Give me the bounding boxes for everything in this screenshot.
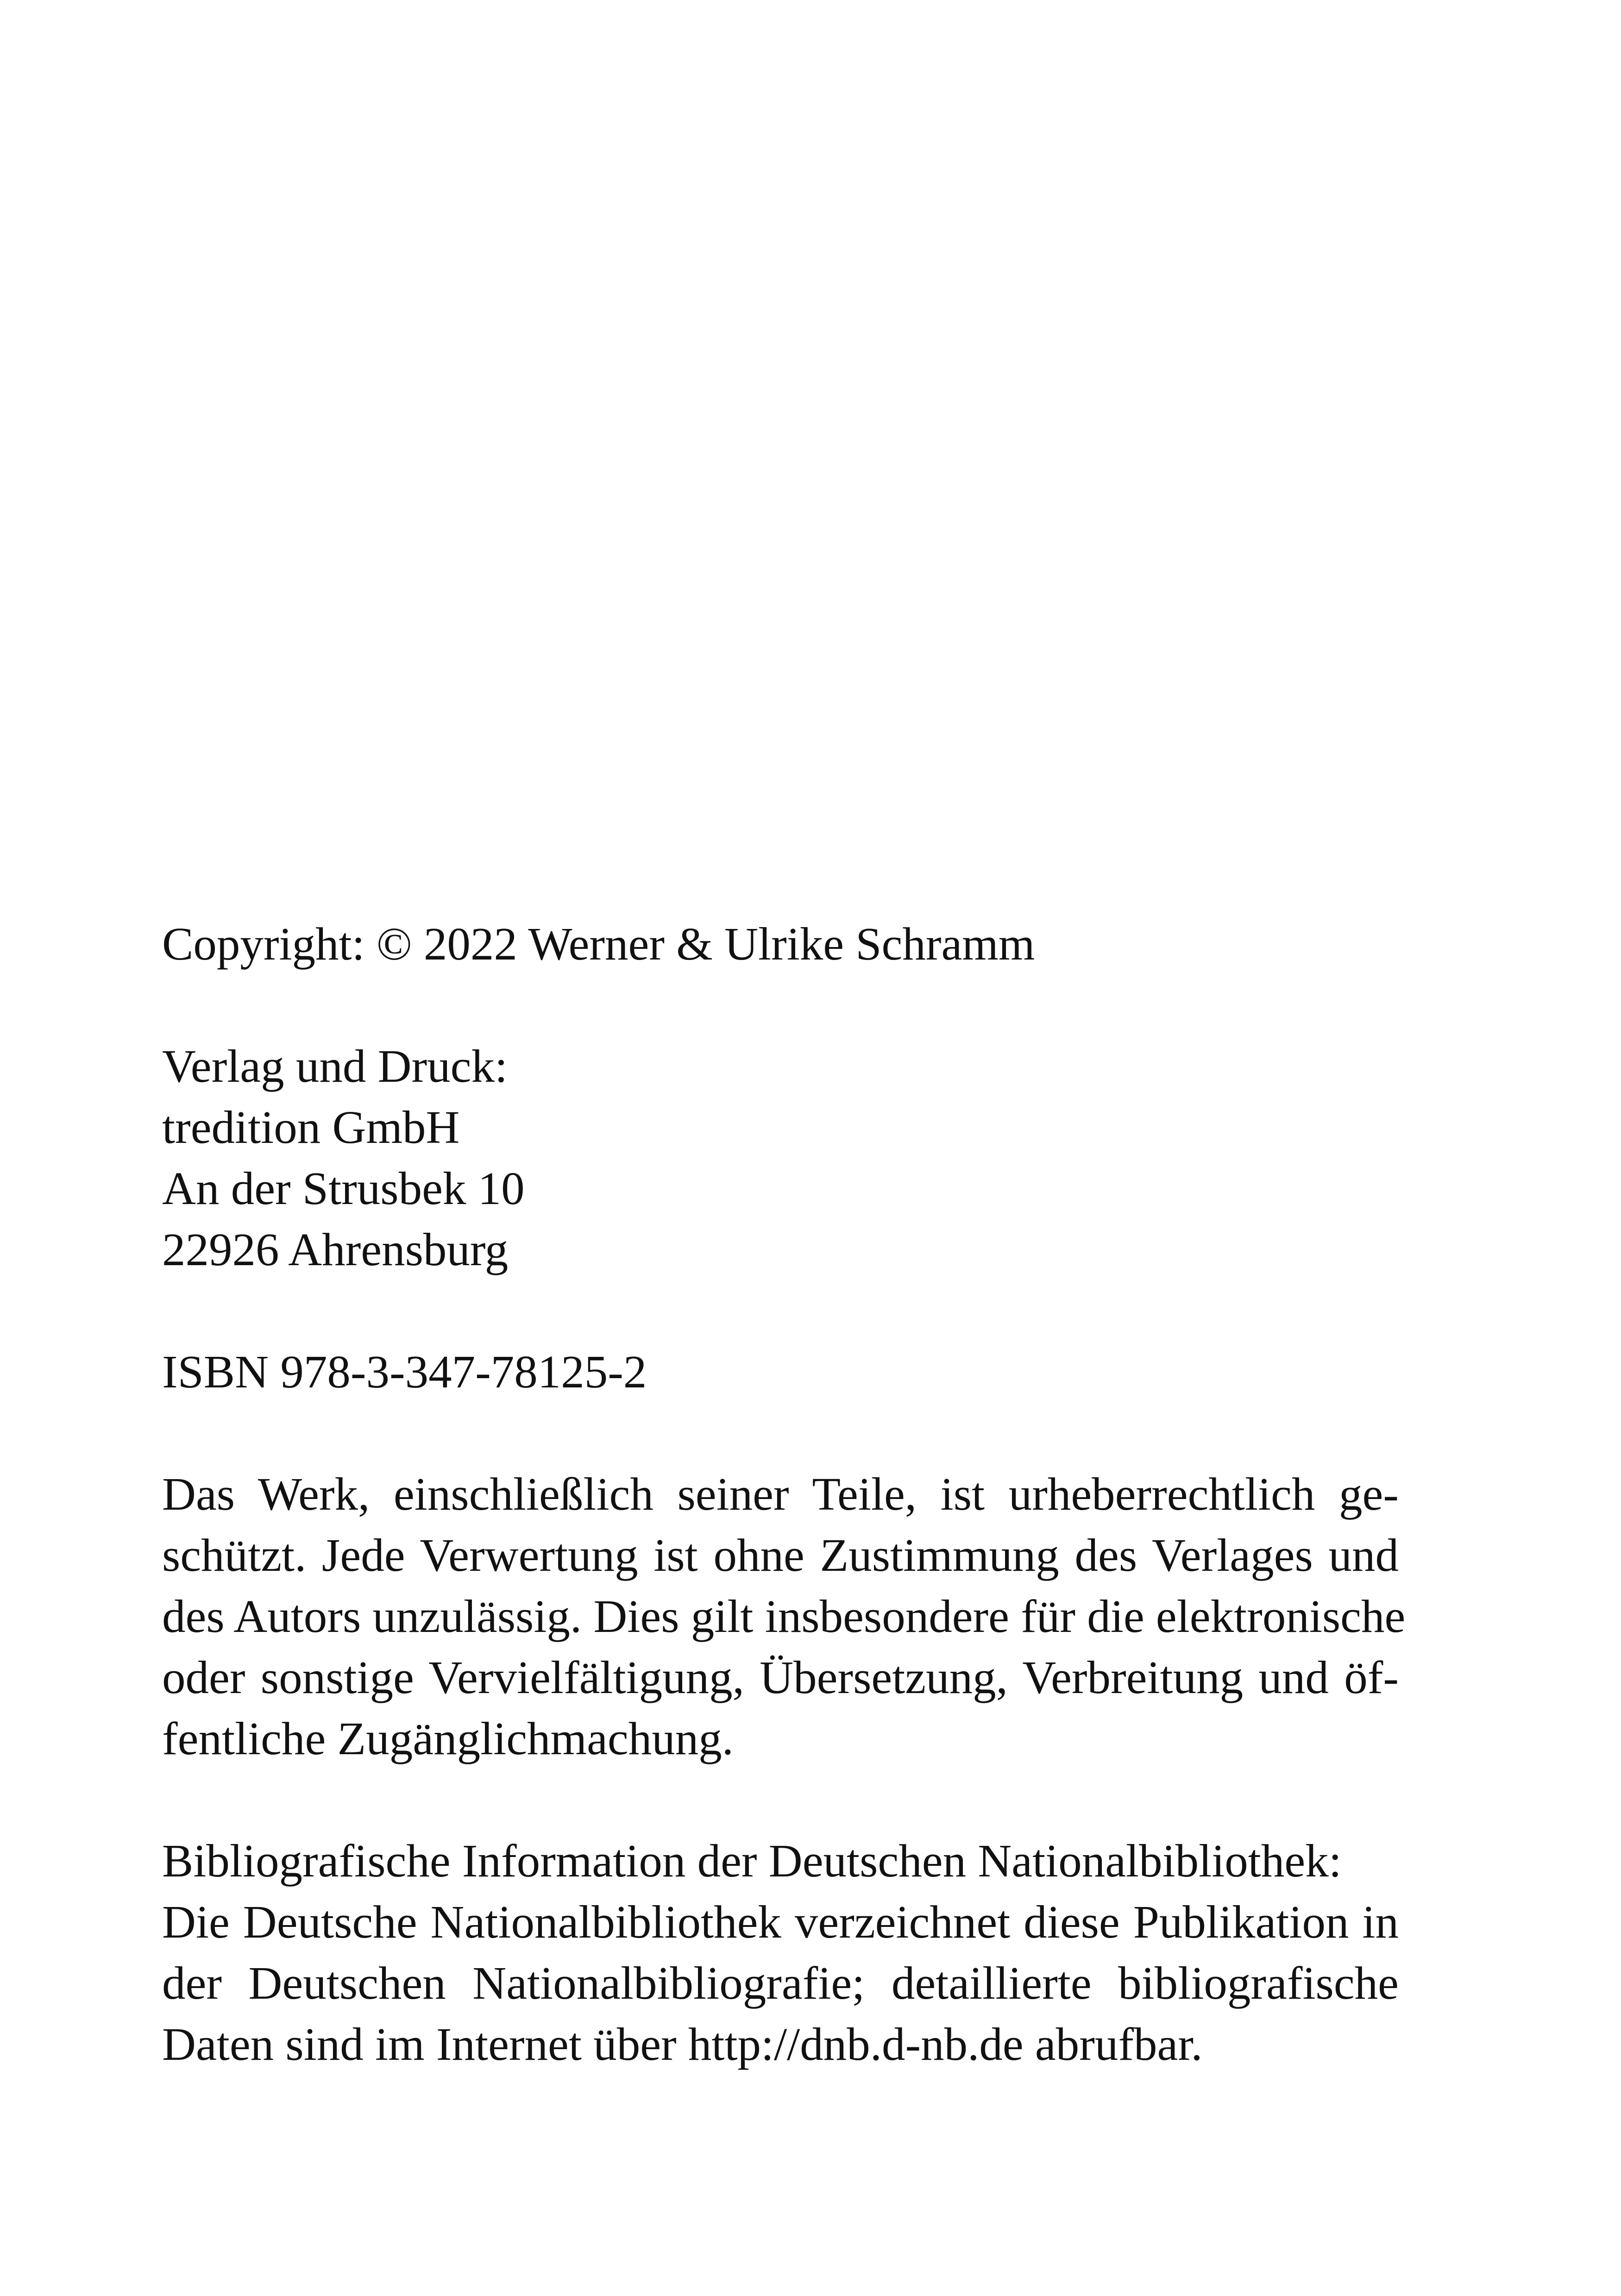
copyright-line: Copyright: © 2022 Werner & Ulrike Schramm bbox=[162, 918, 1035, 970]
imprint-content bbox=[162, 913, 1406, 2075]
spacer bbox=[162, 1402, 1399, 1463]
isbn-line: ISBN 978-3-347-78125-2 bbox=[162, 1346, 647, 1398]
spacer bbox=[162, 974, 1399, 1035]
publisher-name: tredition GmbH bbox=[162, 1101, 460, 1153]
rights-notice-line: Das Werk, einschließlich seiner Teile, ist urheberrechtlich ge- bbox=[162, 1468, 1399, 1520]
rights-notice-line: oder sonstige Vervielfältigung, Übersetzung, Verbreitung und öf- bbox=[162, 1651, 1399, 1703]
rights-notice-paragraph bbox=[162, 1463, 1406, 1769]
bibliographic-line: Die Deutsche Nationalbibliothek verzeichnet diese Publikation in bbox=[162, 1896, 1399, 1948]
spacer bbox=[162, 1769, 1399, 1830]
publisher-heading: Verlag und Druck: bbox=[162, 1040, 508, 1092]
rights-notice-line: schützt. Jede Verwertung ist ohne Zustimmung des Verlages und bbox=[162, 1529, 1399, 1581]
spacer bbox=[162, 1280, 1399, 1341]
bibliographic-heading: Bibliografische Information der Deutschen Nationalbibliothek: bbox=[162, 1835, 1342, 1887]
rights-notice-line: fentliche Zugänglichmachung. bbox=[162, 1713, 734, 1764]
bibliographic-line: Daten sind im Internet über http://dnb.d-nb.de abrufbar. bbox=[162, 2018, 1203, 2070]
isbn-block bbox=[162, 1341, 1399, 1402]
copyright-block bbox=[162, 913, 1399, 974]
publisher-street: An der Strusbek 10 bbox=[162, 1162, 525, 1214]
bibliographic-paragraph bbox=[162, 1830, 1399, 2075]
publisher-block bbox=[162, 1035, 1399, 1280]
bibliographic-line: der Deutschen Nationalbibliografie; detaillierte bibliografische bbox=[162, 1957, 1399, 2009]
rights-notice-line: des Autors unzulässig. Dies gilt insbesondere für die elektronische bbox=[162, 1590, 1406, 1642]
publisher-city: 22926 Ahrensburg bbox=[162, 1223, 509, 1275]
